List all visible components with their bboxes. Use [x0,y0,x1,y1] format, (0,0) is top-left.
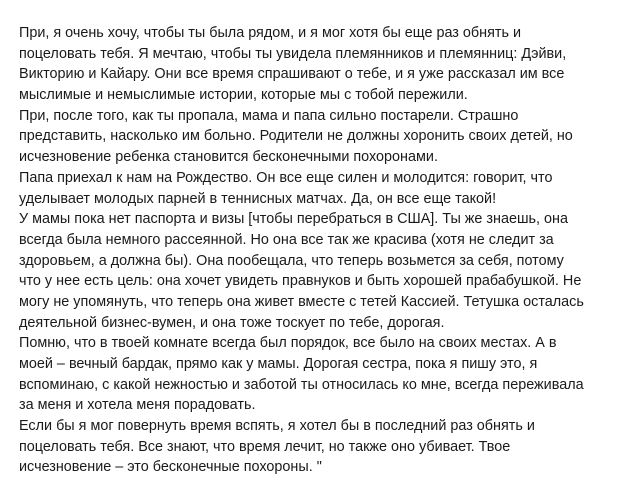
text-line: деятельной бизнес-вумен, и она тоже тоскует по тебе, дорогая. [19,314,445,331]
text-line: моей – вечный бардак, прямо как у мамы. Дорогая сестра, пока я пишу это, я [19,356,538,372]
text-line: Если бы я мог повернуть время вспять, я хотел бы в последний раз обнять и [19,418,535,435]
text-line: При, после того, как ты пропала, мама и папа сильно постарели. Страшно [19,107,519,124]
text-line: всегда была немного рассеянной. Но она все так же красива (хотя не следит за [19,231,554,248]
letter-text [19,23,609,478]
text-line: уделывает молодых парней в теннисных матчах. Да, он все еще такой! [19,190,497,207]
text-line: представить, насколько им больно. Родители не должны хоронить своих детей, но [19,128,573,145]
text-line: вспоминаю, с какой нежностью и заботой ты относилась ко мне, всегда переживала [19,376,584,393]
text-line: поцеловать тебя. Я мечтаю, чтобы ты увидела племянников и племянниц: Дэйви, [19,45,567,62]
text-line: могу не упомянуть, что теперь она живет вместе с тетей Кассией. Тетушка осталась [19,293,584,310]
text-line: Викторию и Кайару. Они все время спрашивают о тебе, и я уже рассказал им все [19,66,565,83]
text-line: мыслимые и немыслимые истории, которые мы с тобой пережили. [19,87,468,104]
text-line: исчезновение ребенка становится бесконечными похоронами. [19,149,438,166]
text-line: Помню, что в твоей комнате всегда был порядок, все было на своих местах. А в [19,335,557,352]
text-line: У мамы пока нет паспорта и визы [чтобы перебраться в США]. Ты же знаешь, она [19,211,568,228]
text-line: При, я очень хочу, чтобы ты была рядом, и я мог хотя бы еще раз обнять и [19,25,522,41]
text-line: что у нее есть цель: она хочет увидеть правнуков и быть хорошей прабабушкой. Не [19,273,582,290]
text-line: за меня и хотела меня порадовать. [19,397,256,414]
text-line: Папа приехал к нам на Рождество. Он все еще силен и молодится: говорит, что [19,169,553,186]
text-line: здоровьем, а должна бы). Она пообещала, что теперь возьмется за себя, потому [19,252,564,269]
text-line: исчезновение – это бесконечные похороны. " [19,459,322,476]
text-line: поцеловать тебя. Все знают, что время лечит, но также оно убивает. Твое [19,438,511,455]
